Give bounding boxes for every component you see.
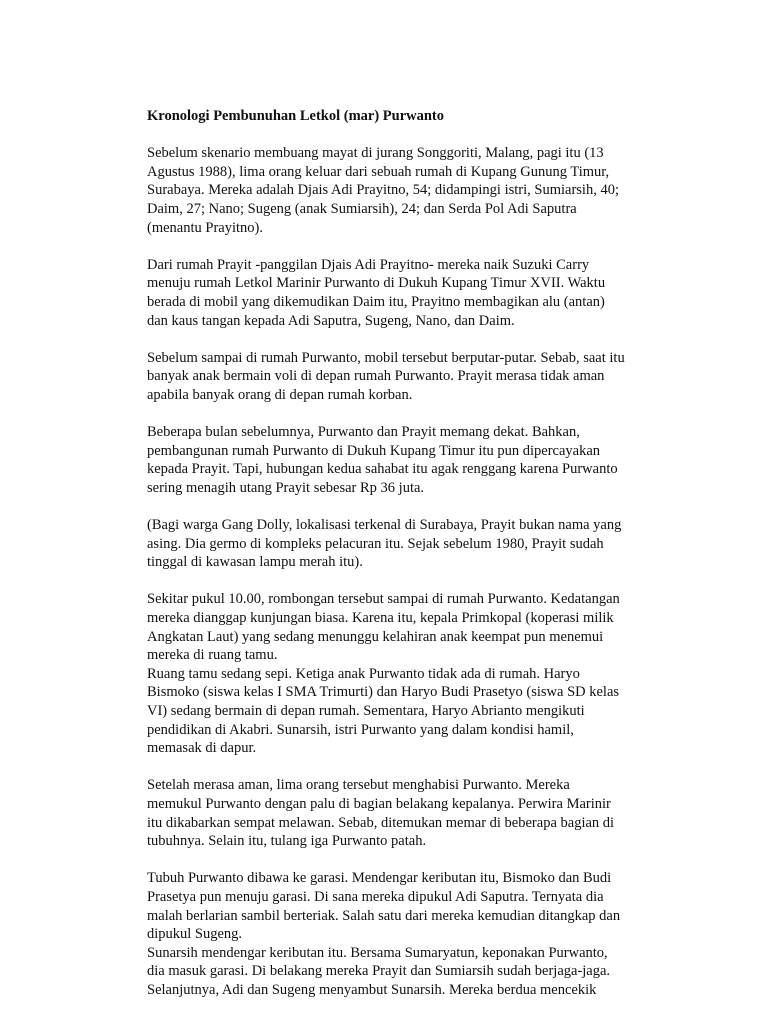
paragraph [147,516,667,572]
text-line: Sunarsih mendengar keributan itu. Bersama Sumaryatun, keponakan Purwanto, [147,944,608,961]
text-line: Dari rumah Prayit -panggilan Djais Adi Prayitno- mereka naik Suzuki Carry [147,256,590,273]
text-line: Surabaya. Mereka adalah Djais Adi Prayitno, 54; didampingi istri, Sumiarsih, 40; [147,182,619,199]
text-line: tinggal di kawasan lampu merah itu). [147,554,363,571]
text-line: itu dikabarkan sempat melawan. Sebab, ditemukan memar di beberapa bagian di [147,814,615,831]
text-line: Sekitar pukul 10.00, rombongan tersebut sampai di rumah Purwanto. Kedatangan [147,591,620,608]
text-line: asing. Dia germo di kompleks pelacuran itu. Sejak sebelum 1980, Prayit sudah [147,535,604,552]
text-line: Tubuh Purwanto dibawa ke garasi. Mendengar keributan itu, Bismoko dan Budi [147,870,612,887]
text-line: Prasetya pun menuju garasi. Di sana mereka dipukul Adi Saputra. Ternyata dia [147,888,604,905]
text-line: VI) sedang bermain di depan rumah. Sementara, Haryo Abrianto mengikuti [147,703,585,719]
text-line: memukul Purwanto dengan palu di bagian belakang kepalanya. Perwira Marinir [147,795,611,812]
paragraph [147,144,667,237]
paragraph-list [147,144,667,999]
text-line: pembangunan rumah Purwanto di Dukuh Kupang Timur itu pun dipercayakan [147,442,601,459]
document-body [147,107,667,1018]
text-line: Agustus 1988), lima orang keluar dari sebuah rumah di Kupang Gunung Timur, [147,163,610,180]
text-line: Selanjutnya, Adi dan Sugeng menyambut Sunarsih. Mereka berdua mencekik [147,981,597,998]
text-line: Setelah merasa aman, lima orang tersebut menghabisi Purwanto. Mereka [147,777,570,794]
text-line: tubuhnya. Selain itu, tulang iga Purwanto patah. [147,833,427,850]
text-line: pendidikan di Akabri. Sunarsih, istri Purwanto yang dalam kondisi hamil, [147,721,574,738]
text-line: (Bagi warga Gang Dolly, lokalisasi terkenal di Surabaya, Prayit bukan nama yang [147,517,622,534]
text-line: dia masuk garasi. Di belakang mereka Prayit dan Sumiarsih sudah berjaga-jaga. [147,963,611,980]
text-line: memasak di dapur. [147,740,257,757]
text-line: mereka dianggap kunjungan biasa. Karena itu, kepala Primkopal (koperasi milik [147,610,614,627]
text-line: Ruang tamu sedang sepi. Ketiga anak Purwanto tidak ada di rumah. Haryo [147,665,580,682]
text-line: dan kaus tangan kepada Adi Saputra, Sugeng, Nano, dan Daim. [147,312,515,329]
text-line: Angkatan Laut) yang sedang menunggu kelahiran anak keempat pun menemui [147,628,604,645]
text-line: menuju rumah Letkol Marinir Purwanto di Dukuh Kupang Timur XVII. Waktu [147,275,606,292]
text-line: apabila banyak orang di depan rumah korban. [147,386,413,403]
text-line: kepada Prayit. Tapi, hubungan kedua sahabat itu agak renggang karena Purwanto [147,461,618,478]
text-line: sering menagih utang Prayit sebesar Rp 36 juta. [147,479,425,496]
text-line: berada di mobil yang dikemudikan Daim itu, Prayitno membagikan alu (antan) [147,293,605,310]
text-line: malah berlarian sambil berteriak. Salah satu dari mereka kemudian ditangkap dan [147,907,621,924]
text-line: Bismoko (siswa kelas I SMA Trimurti) dan Haryo Budi Prasetyo (siswa SD kelas [147,684,620,701]
paragraph [147,869,667,999]
text-line: Beberapa bulan sebelumnya, Purwanto dan Prayit memang dekat. Bahkan, [147,424,580,441]
paragraph [147,776,667,850]
paragraph [147,590,667,757]
text-line: dipukul Sugeng. [147,926,243,943]
text-line: banyak anak bermain voli di depan rumah Purwanto. Prayit merasa tidak aman [147,368,605,385]
paragraph [147,256,667,330]
text-line: Daim, 27; Nano; Sugeng (anak Sumiarsih), 24; dan Serda Pol Adi Saputra [147,200,577,217]
paragraph [147,349,667,405]
document-title: Kronologi Pembunuhan Letkol (mar) Purwanto [147,108,445,124]
paragraph [147,423,667,497]
text-line: mereka di ruang tamu. [147,647,278,664]
text-line: (menantu Prayitno). [147,219,263,236]
text-line: Sebelum skenario membuang mayat di jurang Songgoriti, Malang, pagi itu (13 [147,145,604,162]
text-line: Sebelum sampai di rumah Purwanto, mobil tersebut berputar-putar. Sebab, saat itu [147,349,625,366]
